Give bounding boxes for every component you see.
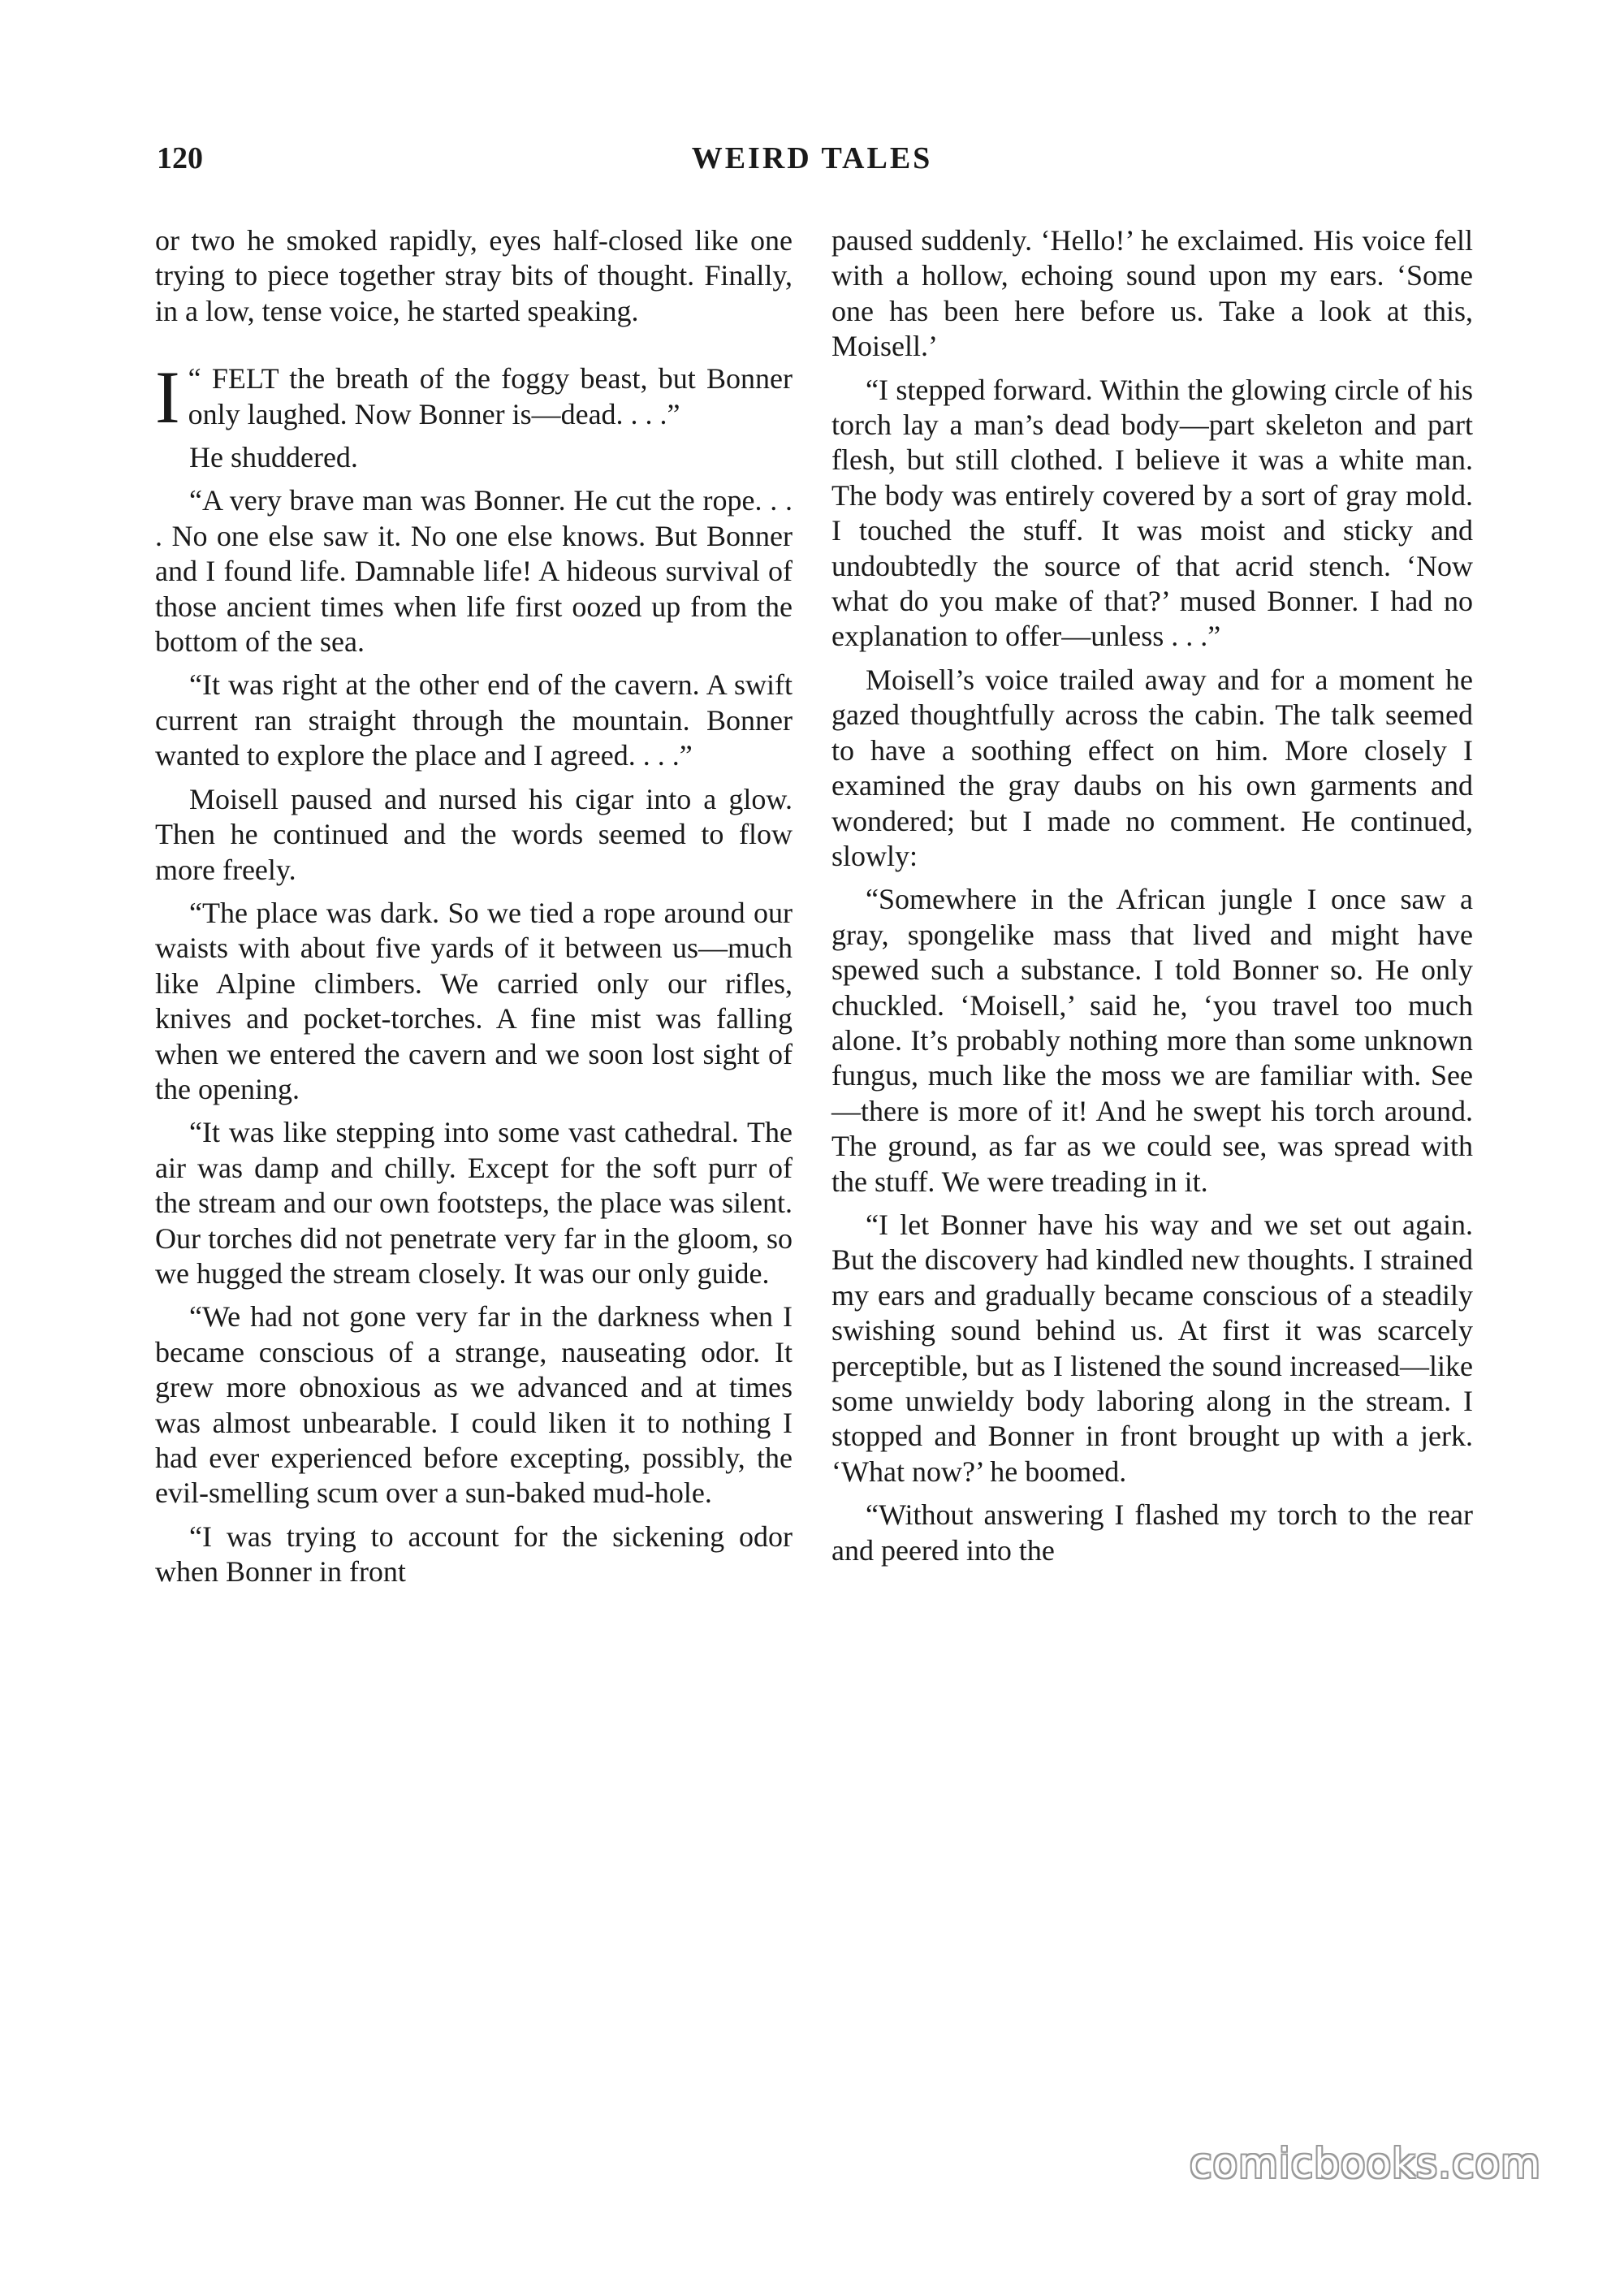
paragraph: Moisell’s voice trailed away and for a moment he gazed thoughtfully across the cabin. The talk seemed to have a soothing effect on him. More closely I examined the gray daubs on his own garments and wondered; but I made no comment. He continued, slowly: <box>831 663 1473 872</box>
paragraph: “A very brave man was Bonner. He cut the rope. . . . No one else saw it. No one else knows. But Bonner and I found life. Damnable life! A hideous survival of those ancient times when life first oozed up from the bottom of the sea. <box>155 484 793 659</box>
paragraph: “Somewhere in the African jungle I once saw a gray, spongelike mass that lived and might have spewed such a substance. I told Bonner so. He only chuckled. ‘Moisell,’ said he, ‘you travel too much alone. It’s probably nothing more than some unknown fungus, much like the moss we are familiar with. See—there is more of it! And he swept his torch around. The ground, as far as we could see, was spread with the stuff. We were treading in it. <box>831 883 1473 1198</box>
paragraph: “Without answering I flashed my torch to the rear and peered into the <box>831 1498 1473 1567</box>
drop-cap: I <box>155 356 180 439</box>
watermark-logo: comicbooks.com <box>1190 2140 1541 2187</box>
paragraph-dropcap <box>155 356 793 439</box>
paragraph: He shuddered. <box>189 441 358 474</box>
right-column <box>831 223 1473 1576</box>
paragraph: “It was like stepping into some vast cathedral. The air was damp and chilly. Except for the soft purr of the stream and our own footsteps, the place was silent. Our torches did not penetrate very far in the gloom, so we hugged the stream closely. It was our only guide. <box>155 1116 793 1290</box>
paragraph: or two he smoked rapidly, eyes half-closed like one trying to piece together stray bits of thought. Finally, in a low, tense voice, he started speaking. <box>155 224 793 327</box>
paragraph-text: FELT the breath of the foggy beast, but Bonner only laughed. Now Bonner is—dead. . . .” <box>188 362 793 430</box>
running-head: WEIRD TALES <box>691 141 933 175</box>
paragraph: “It was right at the other end of the cavern. A swift current ran straight through the mountain. Bonner wanted to explore the place and I agreed. . . .” <box>155 668 793 772</box>
paragraph: paused suddenly. ‘Hello!’ he exclaimed. His voice fell with a hollow, echoing sound upon my ears. ‘Some one has been here before us. Take a look at this, Moisell.’ <box>831 224 1473 363</box>
page-number: 120 <box>157 141 203 175</box>
paragraph: “I was trying to account for the sickening odor when Bonner in front <box>155 1520 793 1589</box>
paragraph: Moisell paused and nursed his cigar into a glow. Then he continued and the words seemed to flow more freely. <box>155 782 793 886</box>
paragraph: “The place was dark. So we tied a rope around our waists with about five yards of it between us—much like Alpine climbers. We carried only our rifles, knives and pocket-torches. A fine mist was falling when we entered the cavern and we soon lost sight of the opening. <box>155 896 793 1105</box>
paragraph: “I stepped forward. Within the glowing circle of his torch lay a man’s dead body—part skeleton and part flesh, but still clothed. I believe it was a white man. The body was entirely covered by a sort of gray mold. I touched the stuff. It was moist and sticky and undoubtedly the source of that acrid stench. ‘Now what do you make of that?’ mused Bonner. I had no explanation to offer—unless . . .” <box>831 373 1473 653</box>
paragraph: “We had not gone very far in the darkness when I became conscious of a strange, nauseating odor. It grew more obnoxious as we advanced and at times was almost unbearable. I could liken it to nothing I had ever experienced before excepting, possibly, the evil-smelling scum over a sun-baked mud-hole. <box>155 1300 793 1510</box>
paragraph: “I let Bonner have his way and we set out again. But the discovery had kindled new thoughts. I strained my ears and gradually became conscious of a steadily swishing sound behind us. At first it was scarcely perceptible, but as I listened the sound increased—like some unwieldy body laboring along in the stream. I stopped and Bonner in front brought up with a jerk. ‘What now?’ he boomed. <box>831 1208 1473 1488</box>
left-column <box>155 223 793 1598</box>
opening-quote: “ <box>188 362 201 396</box>
